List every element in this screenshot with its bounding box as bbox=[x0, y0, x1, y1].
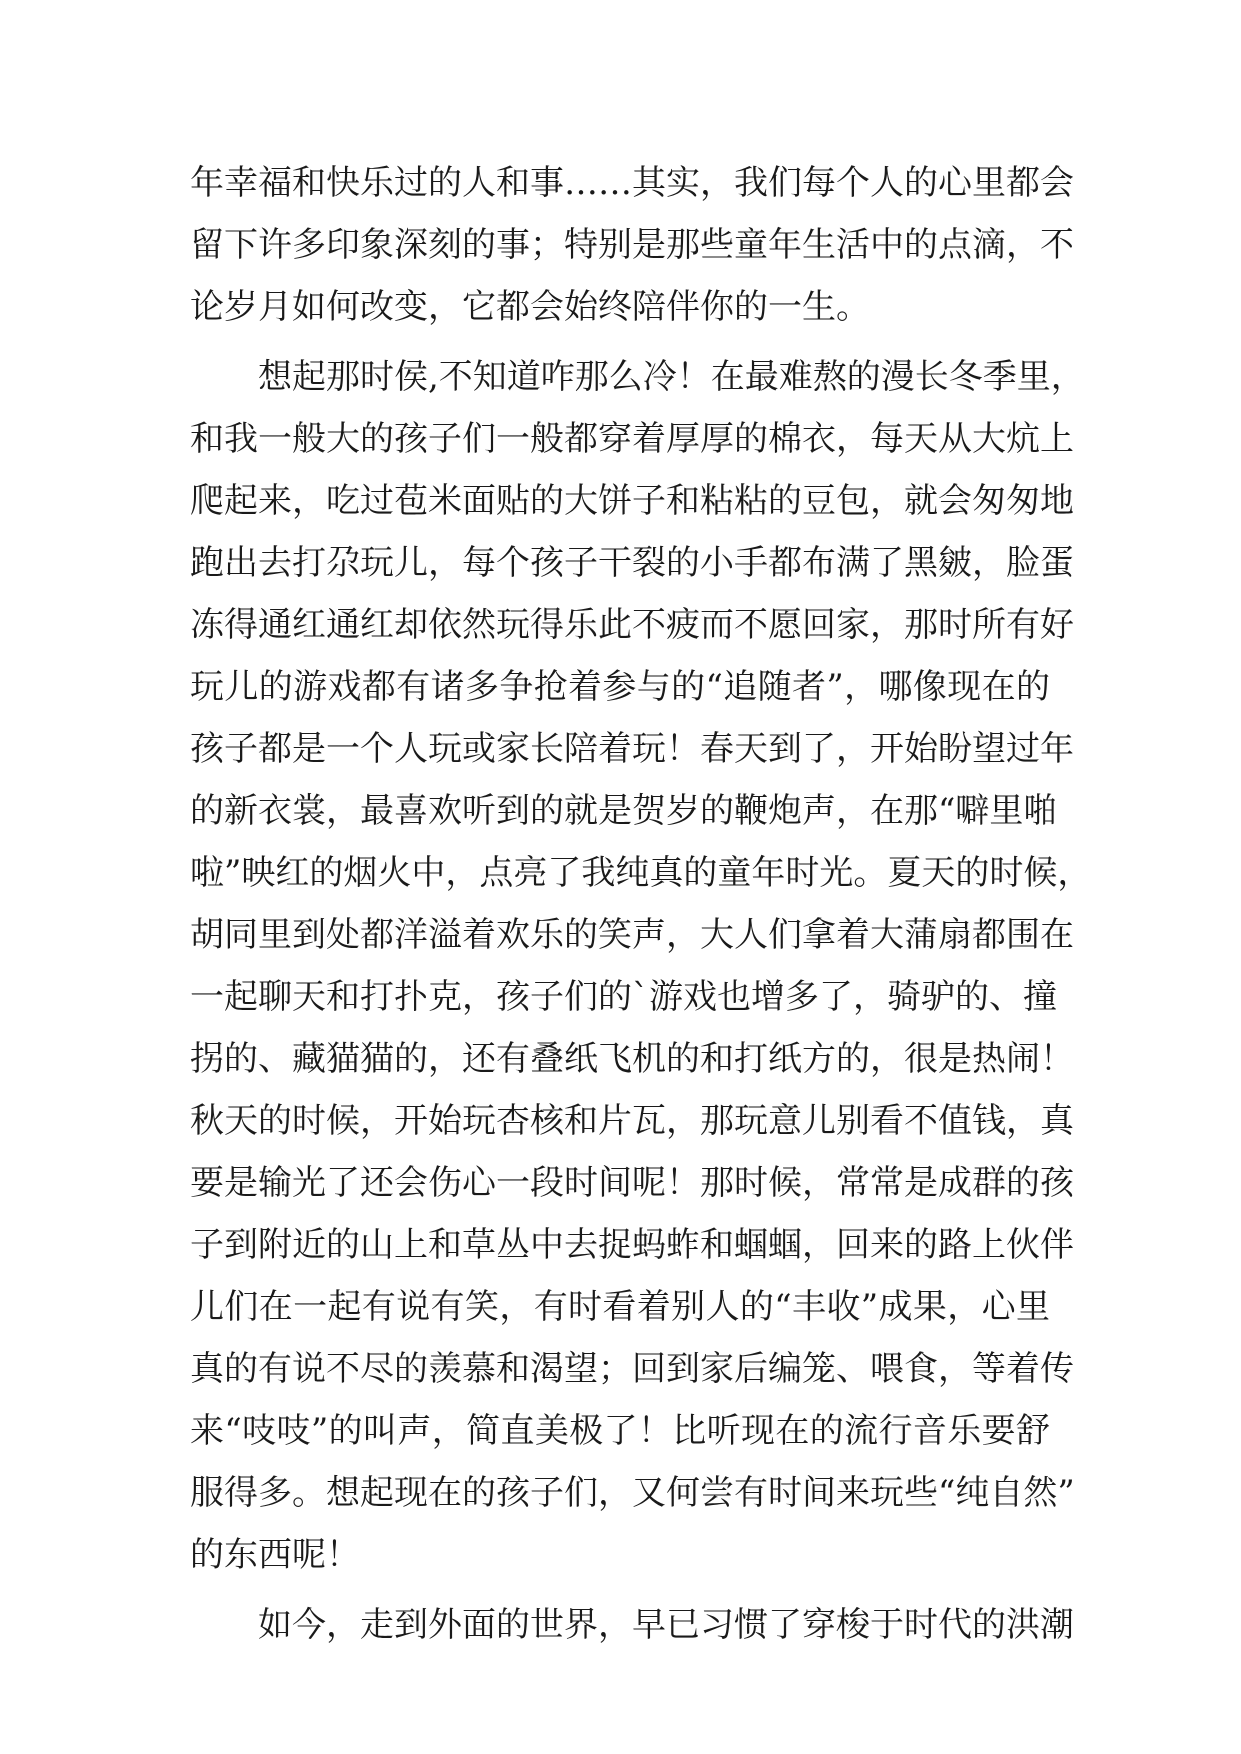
text-line: 拐的、藏猫猫的，还有叠纸飞机的和打纸方的，很是热闹！ bbox=[190, 1039, 1074, 1079]
text-line: 冻得通红通红却依然玩得乐此不疲而不愿回家，那时所有好 bbox=[190, 605, 1074, 645]
text-line: 秋天的时候，开始玩杏核和片瓦，那玩意儿别看不值钱，真 bbox=[190, 1101, 1074, 1141]
paragraph bbox=[190, 152, 1074, 338]
paragraph bbox=[190, 346, 1092, 1586]
text-line: 的新衣裳，最喜欢听到的就是贺岁的鞭炮声，在那“噼里啪 bbox=[190, 791, 1058, 831]
text-line: 年幸福和快乐过的人和事……其实，我们每个人的心里都会 bbox=[190, 163, 1074, 203]
text-line: 玩儿的游戏都有诸多争抢着参与的“追随者”，哪像现在的 bbox=[190, 667, 1050, 707]
text-line: 爬起来，吃过苞米面贴的大饼子和粘粘的豆包，就会匆匆地 bbox=[190, 481, 1074, 521]
text-line: 子到附近的山上和草丛中去捉蚂蚱和蝈蝈，回来的路上伙伴 bbox=[190, 1225, 1074, 1265]
text-line: 的东西呢！ bbox=[190, 1535, 360, 1575]
text-line: 真的有说不尽的羡慕和渴望；回到家后编笼、喂食，等着传 bbox=[190, 1349, 1074, 1389]
paragraph-spacing bbox=[190, 1586, 1050, 1594]
text-line: 孩子都是一个人玩或家长陪着玩！春天到了，开始盼望过年 bbox=[190, 729, 1074, 769]
paragraph-spacing bbox=[190, 338, 1050, 346]
text-line: 跑出去打尕玩儿，每个孩子干裂的小手都布满了黑皴，脸蛋 bbox=[190, 543, 1074, 583]
text-line: 啦”映红的烟火中，点亮了我纯真的童年时光。夏天的时候， bbox=[190, 853, 1092, 893]
text-line: 一起聊天和打扑克，孩子们的`游戏也增多了，骑驴的、撞 bbox=[190, 977, 1057, 1017]
text-line: 想起那时侯,不知道咋那么冷！在最难熬的漫长冬季里， bbox=[258, 357, 1085, 397]
paragraph bbox=[190, 1594, 1074, 1656]
text-line: 论岁月如何改变，它都会始终陪伴你的一生。 bbox=[190, 287, 870, 327]
text-line: 服得多。想起现在的孩子们，又何尝有时间来玩些“纯自然” bbox=[190, 1473, 1075, 1513]
text-line: 留下许多印象深刻的事；特别是那些童年生活中的点滴，不 bbox=[190, 225, 1074, 265]
text-line: 来“吱吱”的叫声，简直美极了！比听现在的流行音乐要舒 bbox=[190, 1411, 1050, 1451]
text-line: 胡同里到处都洋溢着欢乐的笑声，大人们拿着大蒲扇都围在 bbox=[190, 915, 1074, 955]
text-line: 要是输光了还会伤心一段时间呢！那时候，常常是成群的孩 bbox=[190, 1163, 1074, 1203]
text-line: 如今，走到外面的世界，早已习惯了穿梭于时代的洪潮 bbox=[258, 1605, 1074, 1645]
body-text bbox=[190, 152, 1092, 1656]
text-line: 和我一般大的孩子们一般都穿着厚厚的棉衣，每天从大炕上 bbox=[190, 419, 1074, 459]
text-line: 儿们在一起有说有笑，有时看着别人的“丰收”成果，心里 bbox=[190, 1287, 1050, 1327]
